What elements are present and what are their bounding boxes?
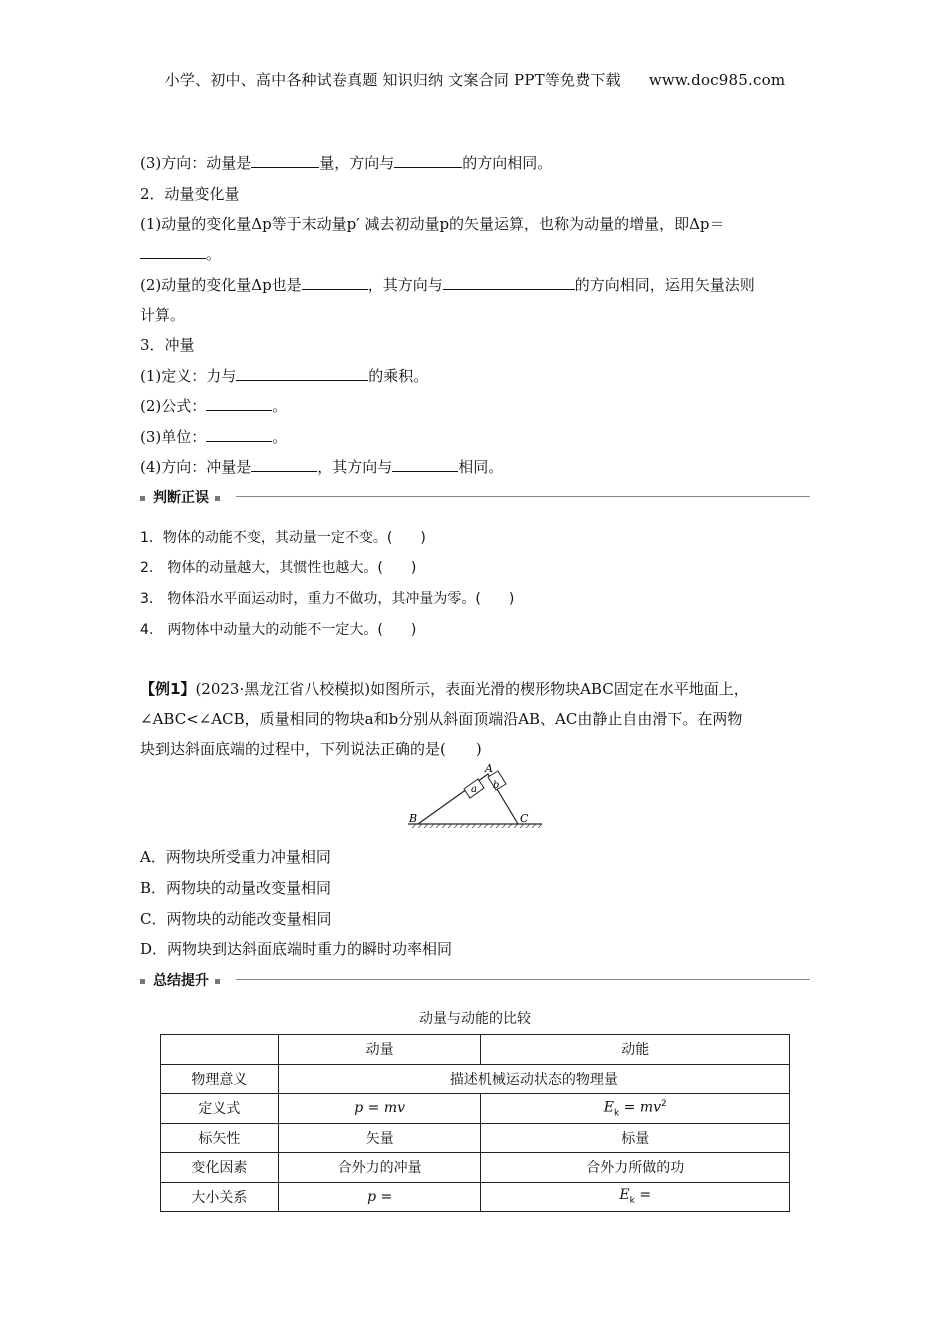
section-judge xyxy=(140,487,810,507)
formula-momentum: p = mv xyxy=(278,1094,481,1124)
relation-momentum[interactable]: p = xyxy=(278,1182,481,1212)
table-cell: 标量 xyxy=(481,1123,790,1153)
label-C: C xyxy=(520,812,529,825)
table-row xyxy=(161,1182,790,1212)
row-label: 标矢性 xyxy=(161,1123,279,1153)
line-impulse-def: (1)定义：力与 的乘积。 xyxy=(140,367,429,385)
answer-blank[interactable] xyxy=(140,244,206,259)
bullet-square xyxy=(215,496,220,501)
bullet-square xyxy=(215,979,220,984)
table-row xyxy=(161,1153,790,1183)
label-a: a xyxy=(471,784,477,795)
line-change-vector: (2)动量的变化量Δp也是 ，其方向与 的方向相同，运用矢量法则 xyxy=(140,276,755,294)
line-impulse-direction: (4)方向：冲量是 ，其方向与 相同。 xyxy=(140,458,504,476)
header-text: 小学、初中、高中各种试卷真题 知识归纳 文案合同 PPT等免费下载 xyxy=(164,71,621,89)
section-title: 总结提升 xyxy=(153,973,209,989)
judge-item-1: 1．物体的动能不变，其动量一定不变。( ) xyxy=(140,530,426,546)
line-calc: 计算。 xyxy=(140,306,186,324)
judge-item-3: 3. 物体沿水平面运动时，重力不做功，其冲量为零。( ) xyxy=(140,591,515,607)
table-row xyxy=(161,1035,790,1065)
formula-kinetic: $E_k = mv^2$ xyxy=(481,1094,790,1124)
label-b: b xyxy=(493,780,500,791)
header-site: www.doc985.com xyxy=(648,71,786,89)
wedge-figure xyxy=(400,762,550,834)
example-line-1: 【例1】(2023·黑龙江省八校模拟)如图所示，表面光滑的楔形物块ABC固定在水平地面上， xyxy=(140,680,749,698)
line-change-def: (1)动量的变化量Δp等于末动量p′ 减去初动量p的矢量运算，也称为动量的增量，即Δp＝ xyxy=(140,215,725,233)
row-label: 定义式 xyxy=(161,1094,279,1124)
bullet-square xyxy=(140,496,145,501)
table-cell: 描述机械运动状态的物理量 xyxy=(278,1064,789,1094)
section-summary xyxy=(140,970,810,990)
section-divider xyxy=(236,496,810,497)
answer-blank[interactable] xyxy=(443,275,575,290)
bullet-square xyxy=(140,979,145,984)
label-B: B xyxy=(409,812,418,825)
answer-blank[interactable] xyxy=(206,427,272,442)
example-line-3: 块到达斜面底端的过程中，下列说法正确的是( ) xyxy=(140,740,482,758)
answer-blank[interactable] xyxy=(394,153,462,168)
option-a[interactable]: A．两物块所受重力冲量相同 xyxy=(140,848,331,866)
table-row xyxy=(161,1123,790,1153)
option-b[interactable]: B．两物块的动量改变量相同 xyxy=(140,879,332,897)
example-line-2: ∠ABC<∠ACB，质量相同的物块a和b分别从斜面顶端沿AB、AC由静止自由滑下。在两物 xyxy=(140,710,743,728)
answer-blank[interactable] xyxy=(206,396,272,411)
line-subtitle-impulse: 3．冲量 xyxy=(140,336,195,354)
judge-item-4: 4. 两物体中动量大的动能不一定大。( ) xyxy=(140,622,417,638)
table-cell: 矢量 xyxy=(278,1123,481,1153)
table-row xyxy=(161,1064,790,1094)
line-direction-momentum: (3)方向：动量是 量，方向与 的方向相同。 xyxy=(140,154,553,172)
line-impulse-unit: (3)单位： 。 xyxy=(140,428,288,446)
label-A: A xyxy=(485,762,493,775)
judge-item-2: 2. 物体的动量越大，其惯性也越大。( ) xyxy=(140,560,417,576)
table-caption: 动量与动能的比较 xyxy=(419,1011,531,1027)
section-title: 判断正误 xyxy=(153,490,209,506)
table-cell: 合外力所做的功 xyxy=(481,1153,790,1183)
table-header-momentum: 动量 xyxy=(278,1035,481,1065)
line-subtitle-change: 2．动量变化量 xyxy=(140,185,240,203)
option-d[interactable]: D．两物块到达斜面底端时重力的瞬时功率相同 xyxy=(140,940,453,958)
answer-blank[interactable] xyxy=(251,153,319,168)
table-row xyxy=(161,1094,790,1124)
section-divider xyxy=(236,979,810,980)
answer-blank[interactable] xyxy=(251,457,317,472)
answer-blank[interactable] xyxy=(392,457,458,472)
answer-blank[interactable] xyxy=(236,366,368,381)
comparison-table xyxy=(160,1034,790,1212)
example-tag: 【例1】 xyxy=(140,680,196,698)
table-cell xyxy=(161,1035,279,1065)
line-impulse-formula: (2)公式： 。 xyxy=(140,397,288,415)
page-header xyxy=(0,69,950,90)
answer-blank[interactable] xyxy=(302,275,368,290)
row-label: 物理意义 xyxy=(161,1064,279,1094)
table-header-kinetic: 动能 xyxy=(481,1035,790,1065)
table-cell: 合外力的冲量 xyxy=(278,1153,481,1183)
option-c[interactable]: C．两物块的动能改变量相同 xyxy=(140,910,332,928)
row-label: 大小关系 xyxy=(161,1182,279,1212)
line-change-blank: 。 xyxy=(140,243,221,264)
row-label: 变化因素 xyxy=(161,1153,279,1183)
relation-kinetic[interactable]: $E_k$ = xyxy=(481,1182,790,1212)
